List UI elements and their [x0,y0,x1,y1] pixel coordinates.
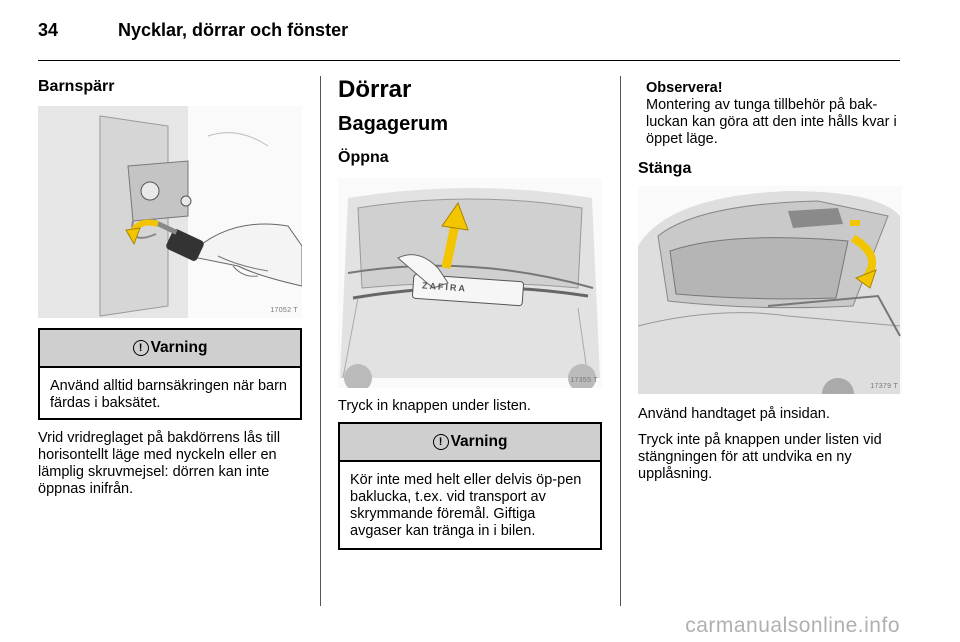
figure-code: 17052 T [270,307,298,314]
figure-code: 17379 T [870,383,898,390]
paragraph-open: Tryck in knappen under listen. [338,398,531,414]
page-title: Nycklar, dörrar och fönster [118,20,349,40]
tailgate-close-illustration [638,186,902,394]
tailgate-close-drawing [638,186,902,394]
watermark: carmanualsonline.info [685,614,900,637]
warning-title: Varning [150,339,208,356]
note-title: Observera! [646,80,723,96]
tailgate-open-illustration [338,178,602,388]
section-heading-dorrar: Dörrar [338,76,412,103]
child-lock-illustration [38,106,302,318]
warning-header [340,424,600,462]
license-plate-text: ZAFIRA [421,280,468,294]
warning-text: Använd alltid barnsäkringen när barn färdas i baksätet. [50,378,287,411]
paragraph-close-2: Tryck inte på knappen under listen vid stängningen för att undvika en ny upplåsning. [638,432,882,482]
warning-header [40,330,300,368]
note-block [646,80,902,148]
warning-icon: ! [133,340,149,356]
warning-title: Varning [450,433,508,450]
section-heading-stanga: Stänga [638,160,692,177]
figure-code: 17355 T [570,377,598,384]
warning-box [38,328,302,420]
subheading-bagagerum: Bagagerum [338,113,449,135]
note-text: Montering av tunga tillbehör på bak-luckan kan göra att den inte hålls kvar i öppet läge. [646,97,897,147]
paragraph-close-1: Använd handtaget på insidan. [638,406,830,422]
section-heading-barnsparr: Barnspärr [38,78,115,95]
warning-box [338,422,602,550]
page-number: 34 [38,20,59,40]
column-divider [620,76,621,606]
tailgate-open-drawing [338,178,602,388]
subsubheading-oppna: Öppna [338,149,389,166]
paragraph-child-lock: Vrid vridreglaget på bakdörrens lås till horisontellt läge med nyckeln eller en lämplig skruvmejsel: dörren kan inte öppnas inifrån. [38,430,281,497]
child-lock-drawing [38,106,302,318]
warning-text: Kör inte med helt eller delvis öp-pen baklucka, t.ex. vid transport av skrymmande föremål. Giftiga avgaser kan tränga in i bilen. [350,472,582,539]
column-divider [320,76,321,606]
warning-icon: ! [433,434,449,450]
header-divider [38,60,900,61]
